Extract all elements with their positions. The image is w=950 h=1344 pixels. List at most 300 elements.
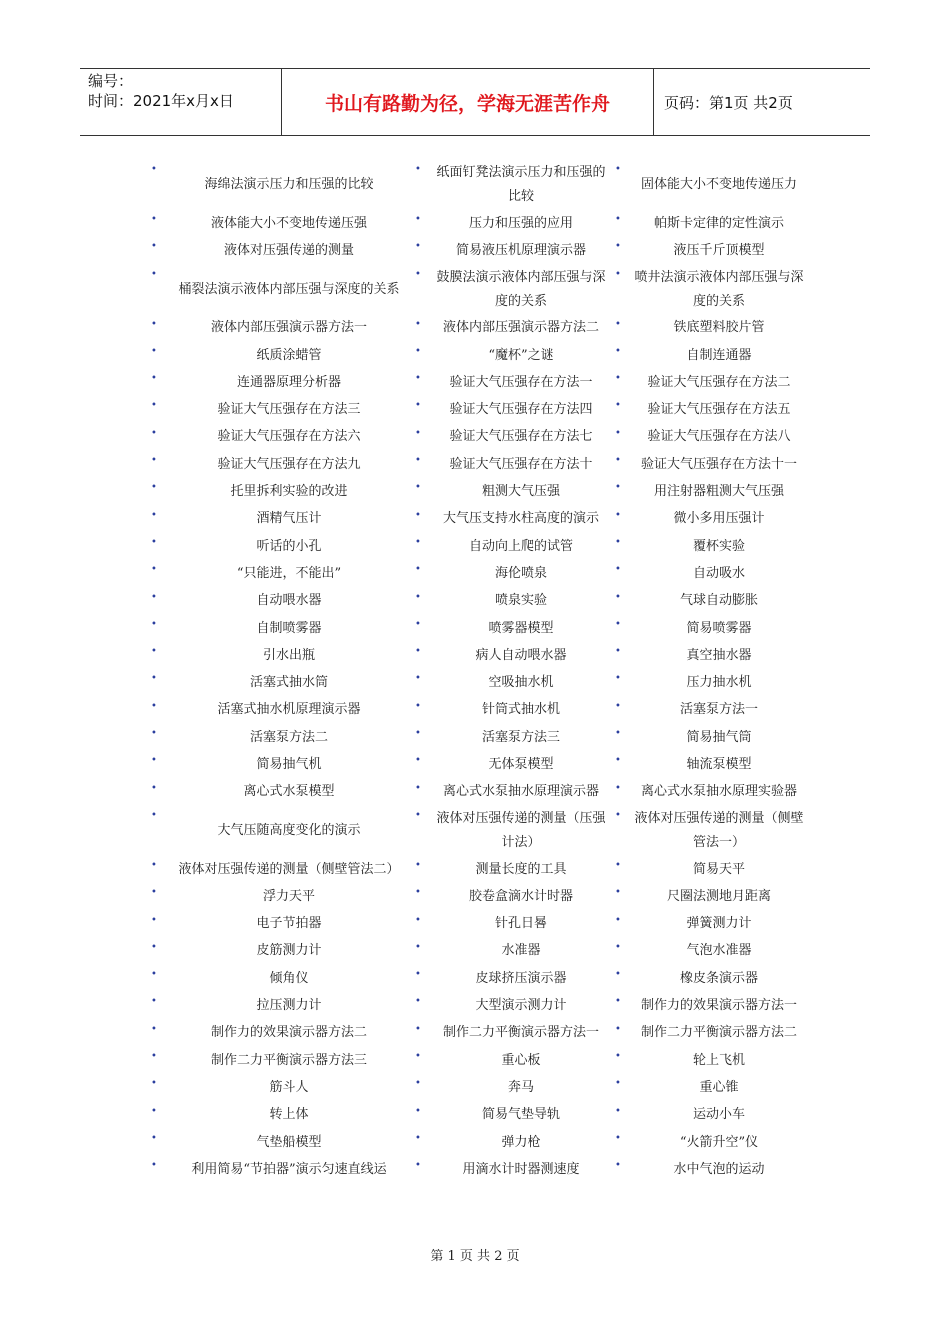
list-item-text: 液体对压强传递的测量（压强计法） [436, 810, 606, 850]
list-item [148, 938, 412, 965]
bullet-icon: • [415, 268, 421, 280]
bullet-icon: • [615, 1105, 621, 1117]
list-item-text: 皮筋测力计 [256, 943, 322, 959]
list-item-text: 浮力天平 [262, 888, 315, 904]
list-item [412, 1156, 612, 1183]
list-item-text: 拉压测力计 [256, 998, 322, 1014]
list-item-text: 验证大气压强存在方法一 [449, 374, 593, 390]
list-item-text: 简易抽气筒 [686, 729, 752, 745]
list-item-text: 压力抽水机 [686, 675, 752, 691]
list-item [412, 938, 612, 965]
list-item-text: 制作二力平衡演示器方法三 [210, 1052, 367, 1068]
list-item-text: 弹力枪 [501, 1134, 541, 1150]
bullet-icon: • [151, 455, 157, 467]
bullet-icon: • [615, 1160, 621, 1172]
list-item [412, 424, 612, 451]
list-row [148, 642, 808, 669]
list-row [148, 779, 808, 806]
bullet-icon: • [415, 646, 421, 658]
bullet-icon: • [415, 1160, 421, 1172]
bullet-icon: • [151, 268, 157, 280]
list-item-text: 用注射器粗测大气压强 [653, 484, 784, 500]
bullet-icon: • [615, 782, 621, 794]
bullet-icon: • [615, 700, 621, 712]
list-item [612, 424, 808, 451]
list-item-text: 液体对压强传递的测量 [223, 242, 354, 258]
list-item [412, 237, 612, 264]
list-item [612, 342, 808, 369]
list-item-text: 验证大气压强存在方法九 [217, 456, 361, 472]
list-item [412, 642, 612, 669]
list-item [148, 237, 412, 264]
list-item-text: 大气压支持水柱高度的演示 [442, 511, 599, 527]
list-item [412, 1074, 612, 1101]
bullet-icon: • [615, 673, 621, 685]
list-row [148, 724, 808, 751]
list-item-text: 鼓膜法演示液体内部压强与深度的关系 [436, 269, 606, 309]
bullet-icon: • [151, 345, 157, 357]
list-item-text: 验证大气压强存在方法六 [217, 429, 361, 445]
list-row [148, 965, 808, 992]
list-item-text: 自制连通器 [686, 347, 752, 363]
list-item-text: 听话的小孔 [256, 538, 322, 554]
list-item-text: 橡皮条演示器 [679, 970, 758, 986]
list-item-text: 活塞泵方法二 [249, 729, 328, 745]
bullet-icon: • [415, 400, 421, 412]
list-item [412, 160, 612, 210]
list-item [612, 697, 808, 724]
bullet-icon: • [415, 318, 421, 330]
experiment-list [148, 160, 808, 1184]
list-item-text: 液压千斤顶模型 [673, 242, 765, 258]
list-item-text: 纸质涂蜡管 [256, 347, 322, 363]
list-item [148, 1129, 412, 1156]
list-item [412, 451, 612, 478]
bullet-icon: • [151, 400, 157, 412]
bullet-icon: • [615, 164, 621, 175]
bullet-icon: • [615, 646, 621, 658]
list-item [612, 265, 808, 315]
bullet-icon: • [151, 673, 157, 685]
bullet-icon: • [151, 969, 157, 981]
bullet-icon: • [415, 728, 421, 740]
list-item-text: 液体内部压强演示器方法一 [210, 320, 367, 336]
list-item [412, 478, 612, 505]
list-row [148, 615, 808, 642]
list-row [148, 1047, 808, 1074]
list-item-text: 酒精气压计 [256, 511, 322, 527]
bullet-icon: • [415, 673, 421, 685]
list-item [148, 1074, 412, 1101]
list-item [412, 724, 612, 751]
list-item [612, 1102, 808, 1129]
list-item [612, 1074, 808, 1101]
bullet-icon: • [615, 887, 621, 899]
list-item [148, 615, 412, 642]
list-item-text: 空吸抽水机 [488, 675, 554, 691]
list-item [148, 856, 412, 883]
list-item-text: 电子节拍器 [256, 916, 322, 932]
list-item [148, 342, 412, 369]
list-item [148, 506, 412, 533]
bullet-icon: • [415, 700, 421, 712]
bullet-icon: • [615, 728, 621, 740]
list-item [612, 669, 808, 696]
bullet-icon: • [615, 482, 621, 494]
bullet-icon: • [151, 509, 157, 521]
list-item-text: 真空抽水器 [686, 647, 752, 663]
bullet-icon: • [151, 859, 157, 871]
bullet-icon: • [151, 1051, 157, 1063]
list-item [612, 856, 808, 883]
bullet-icon: • [151, 782, 157, 794]
list-item-text: 验证大气压强存在方法十一 [640, 456, 797, 472]
bullet-icon: • [415, 164, 421, 175]
bullet-icon: • [615, 214, 621, 225]
list-item-text: “只能进，不能出” [236, 565, 342, 581]
list-item-text: 简易天平 [692, 861, 745, 877]
list-item [412, 697, 612, 724]
list-item [412, 1020, 612, 1047]
list-item-text: 运动小车 [692, 1107, 745, 1123]
bullet-icon: • [415, 1023, 421, 1035]
bullet-icon: • [615, 996, 621, 1008]
list-row [148, 424, 808, 451]
bullet-icon: • [151, 1078, 157, 1090]
list-row [148, 938, 808, 965]
list-row [148, 451, 808, 478]
bullet-icon: • [615, 1132, 621, 1144]
list-item [148, 210, 412, 237]
bullet-icon: • [151, 728, 157, 740]
list-item-text: 筋斗人 [269, 1079, 309, 1095]
list-item [148, 1020, 412, 1047]
list-item [612, 965, 808, 992]
bullet-icon: • [415, 782, 421, 794]
list-item-text: 简易喷雾器 [686, 620, 752, 636]
bullet-icon: • [415, 996, 421, 1008]
list-item-text: 离心式水泵模型 [243, 784, 335, 800]
time-label: 时间：2021年x月x日 [88, 92, 234, 110]
list-item [612, 237, 808, 264]
bullet-icon: • [415, 509, 421, 521]
bullet-icon: • [151, 914, 157, 926]
list-item-text: 轴流泵模型 [686, 756, 752, 772]
list-item-text: “火箭升空”仪 [679, 1134, 759, 1150]
bullet-icon: • [151, 373, 157, 385]
list-item-text: 奔马 [507, 1079, 534, 1095]
list-row [148, 911, 808, 938]
bullet-icon: • [615, 1023, 621, 1035]
list-row [148, 1074, 808, 1101]
bullet-icon: • [151, 646, 157, 658]
list-item-text: 大气压随高度变化的演示 [217, 822, 361, 838]
list-item [148, 751, 412, 778]
list-item [148, 265, 412, 315]
bullet-icon: • [415, 482, 421, 494]
list-item [148, 1156, 412, 1183]
bullet-icon: • [151, 536, 157, 548]
list-item-text: 尺圈法测地月距离 [666, 888, 771, 904]
list-item-text: 帕斯卡定律的定性演示 [653, 215, 784, 231]
list-item [148, 992, 412, 1019]
list-item [412, 669, 612, 696]
list-item-text: 验证大气压强存在方法四 [449, 402, 593, 418]
list-item-text: 液体能大小不变地传递压强 [210, 215, 367, 231]
list-item [612, 992, 808, 1019]
list-row [148, 992, 808, 1019]
list-row [148, 1020, 808, 1047]
number-label: 编号： [88, 72, 134, 90]
list-item-text: 铁底塑料胶片管 [673, 320, 765, 336]
bullet-icon: • [615, 427, 621, 439]
list-item-text: 利用简易“节拍器”演示匀速直线运 [191, 1161, 387, 1177]
list-item [148, 560, 412, 587]
bullet-icon: • [615, 941, 621, 953]
bullet-icon: • [615, 268, 621, 280]
list-row [148, 265, 808, 315]
list-item [148, 315, 412, 342]
list-item-text: 气球自动膨胀 [679, 593, 758, 609]
list-item-text: 水中气泡的运动 [673, 1161, 765, 1177]
list-item-text: 气垫船模型 [256, 1134, 322, 1150]
list-item-text: 连通器原理分析器 [236, 374, 341, 390]
list-item-text: 活塞式抽水筒 [249, 675, 328, 691]
bullet-icon: • [615, 373, 621, 385]
list-item-text: 喷泉实验 [494, 593, 547, 609]
bullet-icon: • [615, 914, 621, 926]
list-item [412, 883, 612, 910]
list-item-text: 液体对压强传递的测量（侧壁管法二） [178, 861, 400, 877]
list-item [412, 1047, 612, 1074]
bullet-icon: • [151, 700, 157, 712]
bullet-icon: • [415, 564, 421, 576]
list-item-text: 针筒式抽水机 [481, 702, 560, 718]
bullet-icon: • [615, 859, 621, 871]
bullet-icon: • [151, 591, 157, 603]
bullet-icon: • [151, 1160, 157, 1172]
bullet-icon: • [151, 214, 157, 225]
list-item-text: 海伦喷泉 [494, 565, 547, 581]
list-item-text: 托里拆利实验的改进 [230, 484, 348, 500]
list-item [612, 1129, 808, 1156]
page-footer: 第 1 页 共 2 页 [430, 1249, 520, 1264]
list-item [612, 533, 808, 560]
header-page-info: 页码：第1页 共2页 [664, 93, 793, 112]
bullet-icon: • [615, 591, 621, 603]
list-item [412, 265, 612, 315]
bullet-icon: • [415, 1105, 421, 1117]
list-item [412, 560, 612, 587]
bullet-icon: • [415, 887, 421, 899]
bullet-icon: • [415, 1078, 421, 1090]
bullet-icon: • [151, 618, 157, 630]
list-item [612, 1156, 808, 1183]
bullet-icon: • [151, 482, 157, 494]
page-header [80, 68, 870, 136]
header-meta [80, 69, 282, 135]
list-item-text: 粗测大气压强 [481, 484, 560, 500]
list-item [412, 965, 612, 992]
list-row [148, 1156, 808, 1183]
bullet-icon: • [151, 1023, 157, 1035]
list-item-text: 测量长度的工具 [475, 861, 567, 877]
list-item [612, 560, 808, 587]
bullet-icon: • [415, 214, 421, 225]
list-item-text: 喷井法演示液体内部压强与深度的关系 [634, 269, 804, 309]
bullet-icon: • [415, 618, 421, 630]
list-item [148, 1102, 412, 1129]
list-row [148, 697, 808, 724]
list-row [148, 396, 808, 423]
list-item [148, 883, 412, 910]
bullet-icon: • [151, 427, 157, 439]
list-row [148, 160, 808, 210]
list-row [148, 1129, 808, 1156]
list-item [412, 1129, 612, 1156]
list-item-text: 简易液压机原理演示器 [455, 242, 586, 258]
list-item-text: 皮球挤压演示器 [475, 970, 567, 986]
list-item-text: 压力和压强的应用 [468, 215, 573, 231]
list-item [412, 588, 612, 615]
list-item-text: 大型演示测力计 [475, 998, 567, 1014]
list-item [612, 724, 808, 751]
list-item-text: 倾角仪 [269, 970, 309, 986]
list-item [612, 451, 808, 478]
list-item-text: 覆杯实验 [692, 538, 745, 554]
list-item-text: 桶裂法演示液体内部压强与深度的关系 [178, 281, 400, 297]
list-item [412, 779, 612, 806]
list-item [612, 315, 808, 342]
list-item-text: 自动向上爬的试管 [468, 538, 573, 554]
list-item [148, 965, 412, 992]
list-row [148, 806, 808, 856]
bullet-icon: • [415, 1132, 421, 1144]
list-item [412, 342, 612, 369]
list-row [148, 315, 808, 342]
list-item-text: 验证大气压强存在方法七 [449, 429, 593, 445]
list-item [612, 506, 808, 533]
bullet-icon: • [415, 591, 421, 603]
bullet-icon: • [615, 345, 621, 357]
list-item-text: 气泡水准器 [686, 943, 752, 959]
bullet-icon: • [615, 969, 621, 981]
list-item [612, 478, 808, 505]
list-item [412, 315, 612, 342]
list-row [148, 533, 808, 560]
list-item-text: 自动喂水器 [256, 593, 322, 609]
list-row [148, 669, 808, 696]
list-row [148, 1102, 808, 1129]
bullet-icon: • [415, 373, 421, 385]
list-item [612, 938, 808, 965]
list-item [148, 724, 412, 751]
header-motto: 书山有路勤为径，学海无涯苦作舟 [282, 69, 654, 135]
list-item-text: 胶卷盒滴水计时器 [468, 888, 573, 904]
list-item [412, 615, 612, 642]
list-item [148, 160, 412, 210]
list-item [612, 751, 808, 778]
bullet-icon: • [615, 400, 621, 412]
list-item-text: 水准器 [501, 943, 541, 959]
bullet-icon: • [415, 1051, 421, 1063]
list-item-text: 活塞泵方法三 [481, 729, 560, 745]
list-item-text: 验证大气压强存在方法二 [647, 374, 791, 390]
list-item-text: 微小多用压强计 [673, 511, 765, 527]
bullet-icon: • [151, 241, 157, 253]
list-item-text: 验证大气压强存在方法八 [647, 429, 791, 445]
list-item-text: 自制喷雾器 [256, 620, 322, 636]
list-item-text: 简易抽气机 [256, 756, 322, 772]
list-item [612, 369, 808, 396]
bullet-icon: • [615, 318, 621, 330]
list-item [612, 911, 808, 938]
bullet-icon: • [151, 887, 157, 899]
bullet-icon: • [151, 755, 157, 767]
list-item [412, 751, 612, 778]
list-item-text: 用滴水计时器测速度 [462, 1161, 580, 1177]
list-item-text: 制作二力平衡演示器方法二 [640, 1025, 797, 1041]
list-item [148, 369, 412, 396]
bullet-icon: • [615, 564, 621, 576]
list-item-text: 活塞式抽水机原理演示器 [217, 702, 361, 718]
list-item-text: 无体泵模型 [488, 756, 554, 772]
list-item [612, 396, 808, 423]
list-item [148, 478, 412, 505]
list-item [148, 424, 412, 451]
list-item-text: 离心式水泵抽水原理演示器 [442, 784, 599, 800]
list-item-text: 喷雾器模型 [488, 620, 554, 636]
bullet-icon: • [415, 914, 421, 926]
list-item-text: 纸面钉凳法演示压力和压强的比较 [436, 165, 606, 204]
list-item [612, 588, 808, 615]
bullet-icon: • [151, 996, 157, 1008]
bullet-icon: • [415, 941, 421, 953]
list-item [148, 588, 412, 615]
list-item [148, 642, 412, 669]
bullet-icon: • [415, 809, 421, 821]
bullet-icon: • [615, 1078, 621, 1090]
list-row [148, 506, 808, 533]
list-item [412, 533, 612, 560]
list-item [148, 451, 412, 478]
list-item [412, 911, 612, 938]
list-item [612, 210, 808, 237]
list-item [412, 506, 612, 533]
list-item [612, 1047, 808, 1074]
list-item [612, 642, 808, 669]
list-item-text: 验证大气压强存在方法三 [217, 402, 361, 418]
list-row [148, 237, 808, 264]
bullet-icon: • [615, 509, 621, 521]
list-item [412, 806, 612, 856]
bullet-icon: • [615, 618, 621, 630]
bullet-icon: • [151, 1105, 157, 1117]
bullet-icon: • [415, 536, 421, 548]
list-item-text: 验证大气压强存在方法五 [647, 402, 791, 418]
bullet-icon: • [415, 755, 421, 767]
bullet-icon: • [615, 536, 621, 548]
list-item [412, 369, 612, 396]
list-item [612, 806, 808, 856]
list-row [148, 478, 808, 505]
list-item-text: 轮上飞机 [692, 1052, 745, 1068]
list-item [148, 533, 412, 560]
list-item-text: 针孔日晷 [494, 916, 547, 932]
list-item-text: 固体能大小不变地传递压力 [640, 177, 797, 192]
list-item-text: 活塞泵方法一 [679, 702, 758, 718]
list-item-text: 转上体 [269, 1107, 309, 1123]
